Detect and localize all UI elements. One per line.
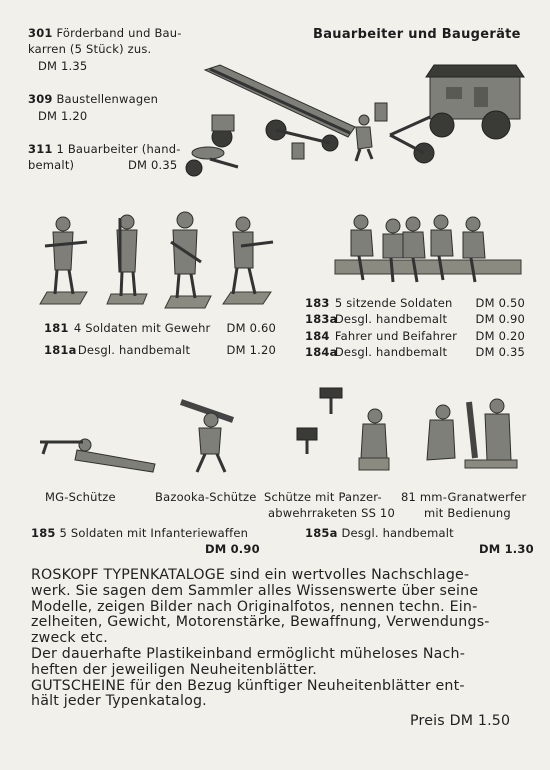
item-text: Desgl. handbemalt [77, 343, 191, 357]
item-185 [31, 525, 248, 541]
item-number: 185 [31, 526, 56, 540]
paragraph-line: GUTSCHEINE für den Bezug künftiger Neuheitenblätter ent- [31, 677, 465, 694]
item-number: 184a [305, 345, 338, 359]
item-185-price: DM 0.90 [205, 542, 260, 556]
item-184a [305, 344, 535, 360]
catalog-paragraph [31, 568, 531, 710]
item-number: 181 [44, 321, 69, 335]
paragraph-line: hält jeder Typenkatalog. [31, 693, 207, 710]
item-price: DM 0.20 [475, 329, 525, 343]
item-number: 301 [28, 26, 53, 40]
seated-soldiers-image [333, 212, 533, 287]
item-text: 4 Soldaten mit Gewehr [73, 321, 211, 335]
item-number: 181a [44, 343, 77, 357]
paragraph-line: Modelle, zeigen Bilder nach Originalfotos, nennen techn. Ein- [31, 598, 478, 615]
item-price: DM 0.90 [475, 312, 525, 326]
paragraph-line: ROSKOPF TYPENKATALOGE sind ein wertvolles Nachschlage- [31, 567, 470, 583]
catalog-price: Preis DM 1.50 [410, 713, 511, 729]
item-number: 185a [305, 526, 338, 540]
caption-panzer-line2: abwehrraketen SS 10 [268, 506, 395, 520]
section-heading: Bauarbeiter und Baugeräte [313, 27, 521, 42]
paragraph-line: werk. Sie sagen dem Sammler alles Wissenswerte über seine [31, 582, 479, 599]
item-301 [28, 25, 182, 41]
paragraph-line: heften der jeweiligen Neuheitenblätter. [31, 661, 318, 678]
item-text: 5 sitzende Soldaten [334, 296, 453, 310]
item-text: 1 Bauarbeiter (hand- [56, 142, 181, 156]
item-number: 309 [28, 92, 53, 106]
standing-soldiers-image [35, 212, 275, 312]
item-184 [305, 328, 535, 344]
caption-mortar-line2: mit Bedienung [424, 506, 511, 520]
item-number: 183a [305, 312, 338, 326]
paragraph-line: Der dauerhafte Plastikeinband ermöglicht müheloses Nach- [31, 645, 466, 662]
item-text: Fahrer und Beifahrer [334, 329, 458, 343]
caption-bazooka: Bazooka-Schütze [155, 490, 257, 504]
item-price: DM 1.20 [226, 343, 276, 357]
item-309-price: DM 1.20 [38, 109, 88, 123]
item-text: Desgl. handbemalt [334, 312, 448, 326]
construction-models-image [180, 55, 530, 185]
caption-mortar-line1: 81 mm-Granatwerfer [401, 490, 527, 504]
item-price: DM 0.35 [475, 345, 525, 359]
paragraph-line: zweck etc. [31, 630, 108, 647]
caption-mg: MG-Schütze [45, 490, 116, 504]
item-311 [28, 141, 181, 157]
item-311-price: DM 0.35 [128, 158, 178, 172]
item-183 [305, 295, 535, 311]
paragraph-line: zelheiten, Gewicht, Motorenstärke, Bewaffnung, Verwendungs- [31, 614, 490, 631]
item-311-line2: bemalt) [28, 158, 75, 172]
item-number: 184 [305, 329, 330, 343]
item-181a [44, 342, 276, 358]
item-text: Förderband und Bau- [56, 26, 182, 40]
item-text: 5 Soldaten mit Infanteriewaffen [59, 526, 249, 540]
infantry-weapons-image [35, 380, 525, 480]
item-181 [44, 320, 276, 336]
item-185a-price: DM 1.30 [479, 542, 534, 556]
item-309 [28, 91, 158, 107]
item-price: DM 0.50 [475, 296, 525, 310]
item-text: Desgl. handbemalt [341, 526, 454, 540]
item-185a [305, 525, 454, 541]
caption-panzer-line1: Schütze mit Panzer- [264, 490, 382, 504]
item-number: 183 [305, 296, 330, 310]
item-number: 311 [28, 142, 53, 156]
item-text: Baustellenwagen [56, 92, 159, 106]
item-183a [305, 311, 535, 327]
item-price: DM 0.60 [226, 321, 276, 335]
item-301-line2: karren (5 Stück) zus. [28, 42, 152, 56]
item-text: Desgl. handbemalt [334, 345, 448, 359]
item-301-price: DM 1.35 [38, 59, 88, 73]
